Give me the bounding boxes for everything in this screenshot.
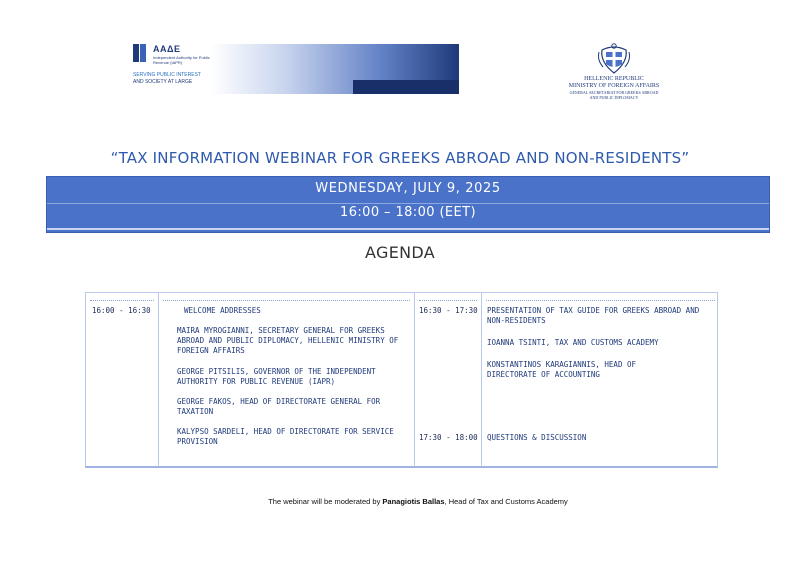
time-slot-3: 17:30 - 18:00	[419, 433, 478, 442]
page-title: “TAX INFORMATION WEBINAR FOR GREEKS ABROAD AND NON-RESIDENTS”	[110, 149, 690, 167]
aade-name: ΑΑΔΕ	[153, 44, 181, 54]
aade-tagline-1: SERVING PUBLIC INTEREST	[133, 72, 201, 78]
speaker-item: KONSTANTINOS KARAGIANNIS, HEAD OF DIRECTORATE OF ACCOUNTING	[487, 360, 637, 379]
banner-divider	[47, 203, 769, 204]
dotted-rule	[90, 300, 154, 301]
agenda-heading: AGENDA	[365, 243, 435, 262]
aade-tagline-2: AND SOCIETY AT LARGE	[133, 79, 193, 85]
dotted-rule	[419, 300, 477, 301]
aade-subtitle: Independent Authority for Public Revenue (IAPR)	[153, 55, 210, 65]
time-slot-2: 16:30 - 17:30	[419, 306, 478, 315]
aade-mark-icon	[133, 44, 147, 62]
greek-emblem-icon	[594, 40, 634, 76]
dotted-rule	[486, 300, 715, 301]
speaker-item: GEORGE PITSILIS, GOVERNOR OF THE INDEPENDENT AUTHORITY FOR PUBLIC REVENUE (IAPR)	[177, 367, 376, 386]
agenda-col-time-left	[86, 293, 159, 466]
moderator-name: Panagiotis Ballas	[382, 497, 445, 506]
agenda-col-time-right	[415, 293, 482, 466]
agenda-col-sessions-left	[159, 293, 415, 466]
moderator-suffix: , Head of Tax and Customs Academy	[444, 497, 568, 506]
moderator-note	[0, 497, 800, 506]
ministry-line-2: MINISTRY OF FOREIGN AFFAIRS	[568, 83, 660, 89]
ministry-line-1: HELLENIC REPUBLIC	[584, 76, 644, 82]
speaker-item: GEORGE FAKOS, HEAD OF DIRECTORATE GENERAL FOR TAXATION	[177, 397, 381, 416]
session-heading-presentation: PRESENTATION OF TAX GUIDE FOR GREEKS ABROAD AND NON-RESIDENTS	[487, 306, 700, 325]
aade-tagline	[133, 72, 201, 86]
agenda-table	[85, 292, 718, 468]
aade-dark-bar	[353, 80, 459, 94]
ministry-line-3: GENERAL SECRETARIAT FOR GREEKS ABROAD	[569, 90, 659, 95]
banner-bottom-rule	[47, 228, 769, 230]
session-heading-questions: QUESTIONS & DISCUSSION	[487, 433, 587, 442]
time-slot-1: 16:00 - 16:30	[92, 306, 151, 315]
speaker-item: MAIRA MYROGIANNI, SECRETARY GENERAL FOR GREEKS ABROAD AND PUBLIC DIPLOMACY, HELLENIC MINISTRY OF FOREIGN AFFAIRS	[177, 326, 399, 355]
aade-logo	[133, 44, 463, 96]
speaker-item: IOANNA TSINTI, TAX AND CUSTOMS ACADEMY	[487, 338, 659, 347]
ministry-line-4: AND PUBLIC DIPLOMACY	[589, 95, 639, 100]
dotted-rule	[163, 300, 410, 301]
agenda-col-sessions-right	[482, 293, 719, 466]
speaker-item: KALYPSO SARDELI, HEAD OF DIRECTORATE FOR SERVICE PROVISION	[177, 427, 394, 446]
moderator-prefix: The webinar will be moderated by	[268, 497, 383, 506]
ministry-logo	[552, 40, 676, 106]
date-banner	[46, 176, 770, 233]
banner-time: 16:00 – 18:00 (EET)	[340, 205, 476, 220]
session-heading-welcome: WELCOME ADDRESSES	[184, 306, 261, 315]
banner-date: WEDNESDAY, JULY 9, 2025	[315, 181, 501, 196]
